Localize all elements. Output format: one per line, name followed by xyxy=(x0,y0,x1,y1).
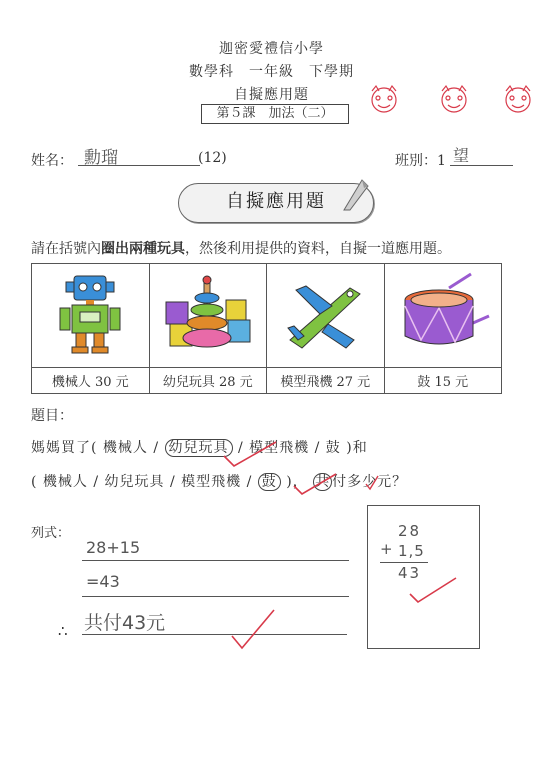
separator: / xyxy=(238,440,244,456)
separator: / xyxy=(246,474,253,490)
toy-cell-drum xyxy=(384,264,502,368)
question-text: 付多少元？ xyxy=(332,474,408,490)
instruction xyxy=(31,238,451,258)
check-mark-icon xyxy=(228,606,278,650)
sum-line xyxy=(380,562,428,563)
separator: / xyxy=(93,474,100,490)
question-text: )， xyxy=(286,474,308,490)
addend-bottom: 1,5 xyxy=(398,542,425,560)
option-robot[interactable]: 機械人 xyxy=(102,440,148,456)
circled-char: 共 xyxy=(315,474,331,490)
check-mark-icon xyxy=(406,576,460,606)
page-curl-icon xyxy=(340,176,370,212)
option-airplane[interactable]: 模型飛機 xyxy=(181,474,242,490)
option-baby-toys[interactable]: 幼兒玩具 xyxy=(104,474,165,490)
check-mark-icon xyxy=(364,474,380,492)
toy-cell-airplane xyxy=(267,264,385,368)
working-line-2[interactable]: =43 xyxy=(82,572,349,597)
school-name: 迦密愛禮信小學 xyxy=(219,41,324,57)
working-line-1[interactable]: 28+15 xyxy=(82,538,349,561)
sum-result: 43 xyxy=(398,564,422,582)
class-field[interactable]: 望 xyxy=(450,143,513,166)
toy-cell-baby-toys xyxy=(149,264,267,368)
option-robot[interactable]: 機械人 xyxy=(42,474,88,490)
question-line-1 xyxy=(31,437,368,457)
therefore-symbol: ∴ xyxy=(58,622,68,640)
drum-icon xyxy=(393,270,493,358)
answer-line[interactable]: 共付43元 xyxy=(82,608,347,635)
instruction-emphasis: 圈出兩種玩具 xyxy=(101,241,185,257)
question-label: 題目： xyxy=(31,408,73,424)
toy-cell-robot xyxy=(32,264,150,368)
option-drum-circled[interactable]: 鼓 xyxy=(258,473,281,491)
toy-table xyxy=(31,263,502,394)
name-field[interactable]: 勳瑠 xyxy=(78,143,200,166)
option-airplane[interactable]: 模型飛機 xyxy=(249,440,310,456)
lesson-box: 第５課 加法（二） xyxy=(201,104,349,124)
banner-text: 自擬應用題 xyxy=(226,191,326,212)
name-label: 姓名： xyxy=(31,153,73,169)
addend-top: 28 xyxy=(398,522,422,540)
class-number: (12) xyxy=(198,150,227,166)
teacher-stamps-icon xyxy=(366,82,538,118)
robot-icon xyxy=(50,270,130,358)
separator: / xyxy=(314,440,321,456)
toy-label: 機械人 30 元 xyxy=(32,368,150,394)
check-mark-icon xyxy=(290,472,340,498)
question-text: )和 xyxy=(346,440,368,456)
toy-label: 鼓 15 元 xyxy=(384,368,502,394)
question-text: ( xyxy=(31,474,38,490)
option-drum[interactable]: 鼓 xyxy=(325,440,341,456)
question-line-2 xyxy=(31,471,407,491)
worksheet-title: 自擬應用題 xyxy=(234,87,309,103)
check-mark-icon xyxy=(220,440,280,470)
vertical-working-box xyxy=(367,505,480,649)
toy-label: 模型飛機 27 元 xyxy=(267,368,385,394)
separator: / xyxy=(170,474,176,490)
subject-line: 數學科 一年級 下學期 xyxy=(189,64,354,80)
class-label: 班別：1 xyxy=(395,153,446,169)
instruction-part: 請在括號內 xyxy=(31,241,101,257)
plus-sign: + xyxy=(380,540,393,558)
question-text: 媽媽買了( xyxy=(31,440,98,456)
baby-toys-icon xyxy=(160,270,255,358)
working-label: 列式： xyxy=(31,526,71,541)
separator: / xyxy=(153,440,160,456)
option-baby-toys-circled[interactable]: 幼兒玩具 xyxy=(165,439,233,457)
instruction-part: ，然後利用提供的資料，自擬一道應用題。 xyxy=(185,241,451,257)
airplane-icon xyxy=(280,270,370,358)
toy-label: 幼兒玩具 28 元 xyxy=(149,368,267,394)
